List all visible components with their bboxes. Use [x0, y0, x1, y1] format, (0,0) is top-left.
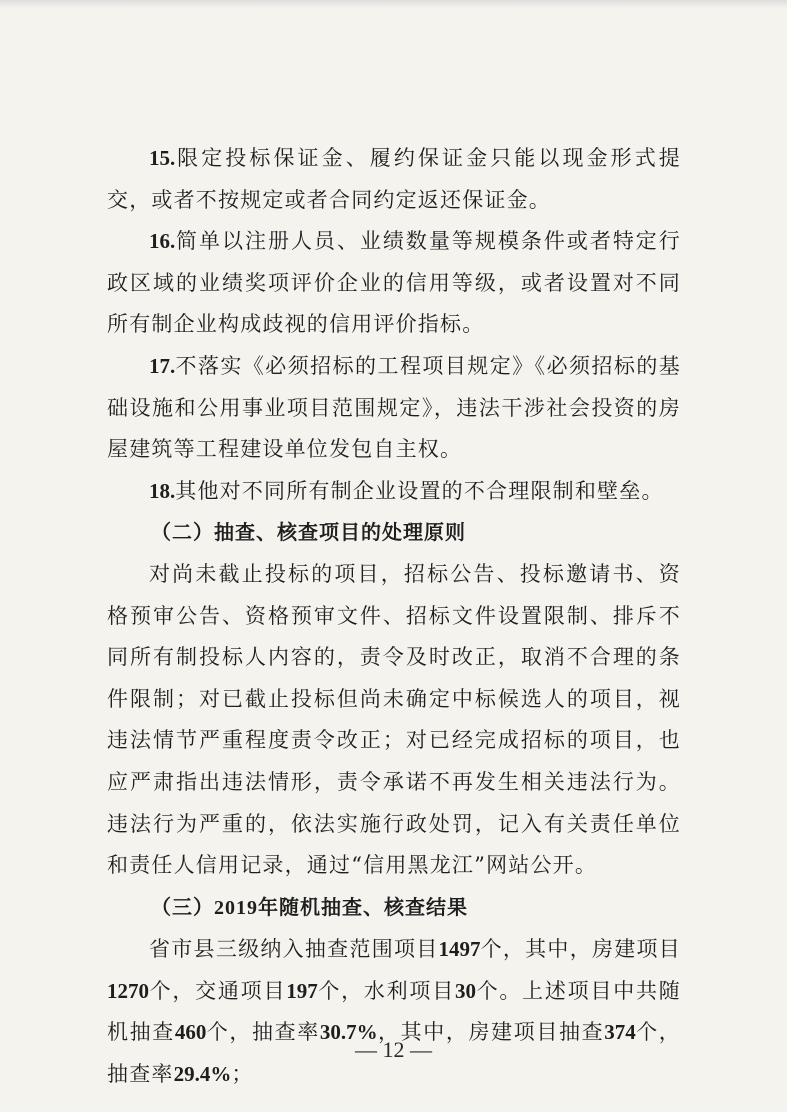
number-housing-sampled: 374: [604, 1020, 636, 1045]
heading-suffix: 年随机抽查、核查结果: [258, 894, 468, 919]
list-item-18: [107, 471, 681, 513]
document-body: [107, 138, 681, 1096]
text-run: 个，抽查率: [206, 1020, 320, 1045]
number-transport-projects: 197: [286, 978, 318, 1003]
heading-prefix: （三）: [151, 894, 214, 919]
scan-edge: [0, 0, 787, 8]
section-heading-3: [107, 887, 681, 930]
item-number: 18.: [149, 478, 176, 503]
text-run: ，其中，房建项目抽查: [377, 1020, 605, 1045]
number-housing-rate: 29.4%: [173, 1062, 232, 1087]
item-text: 不落实《必须招标的工程项目规定》《必须招标的基础设施和公用事业项目范围规定》，违法干涉社会投资的房屋建筑等工程建设单位发包自主权。: [107, 353, 681, 462]
page-number: — 12 —: [355, 1037, 432, 1062]
item-text: 限定投标保证金、履约保证金只能以现金形式提交，或者不按规定或者合同约定返还保证金。: [107, 146, 681, 212]
number-water-projects: 30: [455, 978, 476, 1003]
number-sampled-projects: 460: [174, 1020, 207, 1045]
item-number: 15.: [149, 146, 176, 170]
list-item-16: [107, 221, 681, 346]
list-item-17: [107, 346, 681, 471]
text-run: 个，水利项目: [317, 978, 455, 1003]
number-total-projects: 1497: [438, 937, 481, 962]
number-sampling-rate: 30.7%: [319, 1020, 378, 1045]
number-housing-projects: 1270: [107, 978, 149, 1003]
section-3-body: [107, 929, 681, 1095]
text-run: ；: [231, 1062, 254, 1087]
text-run: 个，交通项目: [149, 978, 287, 1003]
section-heading-2: （二）抽查、核查项目的处理原则: [151, 520, 466, 545]
text-run: 个。上述项目中共随机抽查: [107, 978, 681, 1045]
item-text: 其他对不同所有制企业设置的不合理限制和壁垒。: [175, 478, 664, 503]
text-run: 个，其中，房建项目: [480, 937, 681, 962]
section-2-body: 对尚未截止投标的项目，招标公告、投标邀请书、资格预审公告、资格预审文件、招标文件设置限制、排斥不同所有制投标人内容的，责令及时改正，取消不合理的条件限制；对已截止投标但尚未确定中标候选人的项目，视违法情节严重程度责令改正；对已经完成招标的项目，也应严肃指出违法情形，责令承诺不再发生相关违法行为。违法行为严重的，依法实施行政处罚，记入有关责任单位和责任人信用记录，通过“信用黑龙江”网站公开。: [107, 561, 681, 878]
heading-year: 2019: [214, 896, 258, 919]
list-item-15: [107, 138, 681, 221]
item-number: 17.: [149, 353, 176, 378]
text-run: 省市县三级纳入抽查范围项目: [149, 937, 439, 962]
item-number: 16.: [149, 229, 176, 254]
item-text: 简单以注册人员、业绩数量等规模条件或者特定行政区域的业绩奖项评价企业的信用等级，或者设置对不同所有制企业构成歧视的信用评价指标。: [107, 229, 681, 337]
text-run: 个，抽查率: [107, 1020, 682, 1087]
